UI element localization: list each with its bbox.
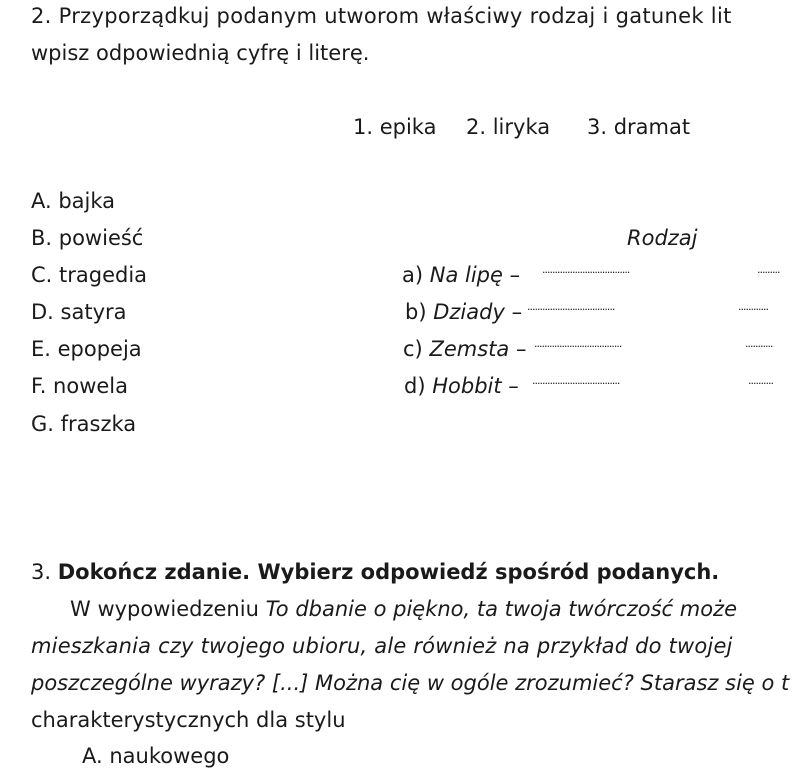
genre-fraszka: G. fraszka: [31, 412, 137, 436]
work-row-c: [403, 339, 526, 360]
task3-number: 3.: [31, 560, 52, 584]
task3-line1-italic: To dbanie o piękno, ta twoja twórczość może: [265, 597, 737, 621]
answer-blank-rodzaj-a[interactable]: ...................................: [542, 263, 630, 276]
task3-line2: mieszkania czy twojego ubioru, ale również na przykład do twojej: [31, 634, 733, 658]
task3-line1-normal: W wypowiedzeniu: [70, 597, 266, 621]
task3-line1: [70, 599, 737, 620]
work-title: Dziady: [433, 300, 505, 324]
work-dash: –: [508, 374, 519, 398]
work-title: Zemsta: [429, 337, 510, 361]
work-letter: d): [404, 374, 426, 398]
task2-instruction-line1: 2. Przyporządkuj podanym utworom właściwy rodzaj i gatunek lit: [31, 4, 732, 28]
answer-blank-rodzaj-c[interactable]: ...................................: [534, 337, 622, 350]
answer-blank-gatunek-d[interactable]: ..........: [748, 374, 773, 387]
work-dash: –: [515, 337, 527, 361]
answer-blank-gatunek-b[interactable]: ............: [738, 300, 768, 313]
task3-heading: [31, 562, 719, 583]
answer-blank-rodzaj-d[interactable]: ...................................: [532, 374, 620, 387]
task3-heading-text: Dokończ zdanie. Wybierz odpowiedź spośród podanych.: [57, 560, 720, 584]
genre-tragedia: C. tragedia: [31, 263, 148, 287]
genre-powiesc: B. powieść: [31, 226, 144, 250]
task3-line3: poszczególne wyrazy? [...] Można cię w ogóle zrozumieć? Starasz się o t: [31, 671, 790, 695]
type-epika: 1. epika: [353, 115, 437, 139]
work-letter: c): [403, 337, 423, 361]
type-dramat: 3. dramat: [587, 115, 691, 139]
work-row-a: [402, 265, 520, 286]
work-title: Na lipę: [429, 263, 503, 287]
genre-satyra: D. satyra: [31, 300, 127, 324]
genre-bajka: A. bajka: [31, 189, 116, 213]
genre-nowela: F. nowela: [31, 374, 129, 398]
task3-option-a[interactable]: A. naukowego: [82, 744, 230, 768]
task2-instruction-line2: wpisz odpowiednią cyfrę i literę.: [31, 41, 370, 65]
work-dash: –: [509, 263, 521, 287]
work-letter: a): [402, 263, 424, 287]
work-letter: b): [405, 300, 427, 324]
type-liryka: 2. liryka: [466, 115, 551, 139]
task3-line4: charakterystycznych dla stylu: [31, 708, 346, 732]
answer-blank-gatunek-a[interactable]: .........: [757, 263, 780, 276]
work-dash: –: [511, 300, 523, 324]
column-header-rodzaj: Rodzaj: [627, 226, 698, 250]
work-row-d: [404, 376, 519, 397]
work-title: Hobbit: [432, 374, 502, 398]
work-row-b: [405, 302, 522, 323]
answer-blank-rodzaj-b[interactable]: ...................................: [527, 300, 615, 313]
answer-blank-gatunek-c[interactable]: ...........: [745, 337, 773, 350]
genre-epopeja: E. epopeja: [31, 337, 142, 361]
